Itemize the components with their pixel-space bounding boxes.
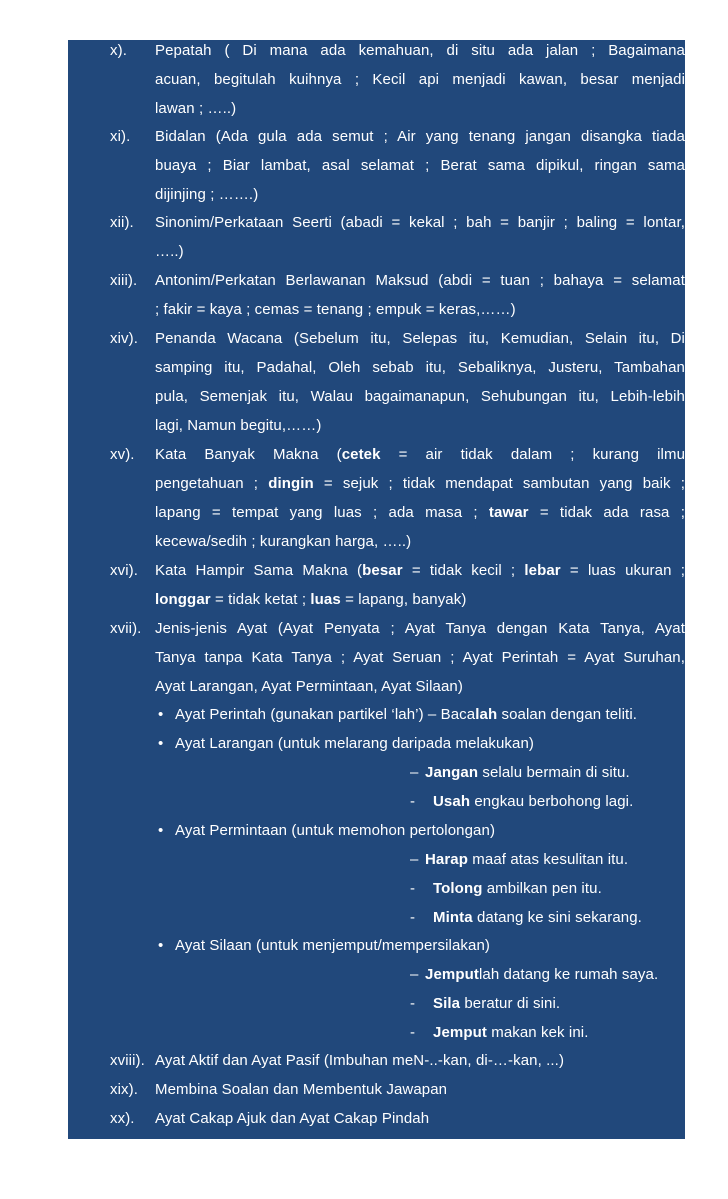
item-line: Pepatah ( Di mana ada kemahuan, di situ ada jalan ; Bagaimana (155, 42, 685, 59)
example-text: Tolong ambilkan pen itu. (433, 880, 602, 897)
example-dash: – (410, 764, 419, 781)
bullet-text: Ayat Larangan (untuk melarang daripada melakukan) (175, 735, 535, 752)
item-number: xvii). (110, 620, 142, 637)
item-line: buaya ; Biar lambat, asal selamat ; Berat sama dipikul, ringan sama (155, 157, 685, 174)
bullet-text: Ayat Permintaan (untuk memohon pertolongan) (175, 822, 496, 839)
item-line: Tanya tanpa Kata Tanya ; Ayat Seruan ; Ayat Perintah = Ayat Suruhan, (155, 649, 685, 666)
item-line: Sinonim/Perkataan Seerti (abadi = kekal ; bah = banjir ; baling = lontar, (155, 214, 685, 231)
item-line: Bidalan (Ada gula ada semut ; Air yang tenang jangan disangka tiada (155, 128, 685, 145)
example-dash: – (410, 966, 419, 983)
item-line: samping itu, Padahal, Oleh sebab itu, Sebaliknya, Justeru, Tambahan (155, 359, 685, 376)
example-text: Sila beratur di sini. (433, 995, 561, 1012)
item-line: lawan ; …..) (155, 100, 237, 117)
example-dash: - (410, 880, 416, 897)
item-number: xviii). (110, 1052, 145, 1069)
item-line: kecewa/sedih ; kurangkan harga, …..) (155, 533, 412, 550)
item-line: pengetahuan ; dingin = sejuk ; tidak mendapat sambutan yang baik ; (155, 475, 685, 492)
item-line: lapang = tempat yang luas ; ada masa ; tawar = tidak ada rasa ; (155, 504, 685, 521)
example-text: Harap maaf atas kesulitan itu. (425, 851, 629, 868)
item-line: Kata Hampir Sama Makna (besar = tidak kecil ; lebar = luas ukuran ; (155, 562, 685, 579)
item-line: dijinjing ; …….) (155, 186, 259, 203)
item-number: xiii). (110, 272, 138, 289)
item-number: x). (110, 42, 127, 59)
example-dash: - (410, 793, 416, 810)
item-number: xiv). (110, 330, 138, 347)
example-text: Jangan selalu bermain di situ. (425, 764, 630, 781)
example-text: Jemput makan kek ini. (433, 1024, 589, 1041)
example-text: Jemputlah datang ke rumah saya. (425, 966, 659, 983)
example-dash: – (410, 851, 419, 868)
bullet-text: Ayat Perintah (gunakan partikel ‘lah’) – Bacalah soalan dengan teliti. (175, 706, 638, 723)
item-line: pula, Semenjak itu, Walau bagaimanapun, Sehubungan itu, Lebih-lebih (155, 388, 685, 405)
item-line: acuan, begitulah kuihnya ; Kecil api menjadi kawan, besar menjadi (155, 71, 685, 88)
bullet-icon: • (158, 735, 164, 752)
item-line: Ayat Larangan, Ayat Permintaan, Ayat Silaan) (155, 678, 463, 695)
example-dash: - (410, 909, 416, 926)
item-number: xvi). (110, 562, 138, 579)
example-text: Usah engkau berbohong lagi. (433, 793, 634, 810)
item-number: xi). (110, 128, 131, 145)
item-line: Kata Banyak Makna (cetek = air tidak dalam ; kurang ilmu (155, 446, 685, 463)
item-number: xx). (110, 1110, 135, 1127)
example-text: Minta datang ke sini sekarang. (433, 909, 642, 926)
item-line: Ayat Cakap Ajuk dan Ayat Cakap Pindah (155, 1110, 430, 1127)
item-line: Ayat Aktif dan Ayat Pasif (Imbuhan meN-..-kan, di-…-kan, ...) (155, 1052, 565, 1069)
item-line: lagi, Namun begitu,……) (155, 417, 322, 434)
bullet-icon: • (158, 822, 164, 839)
bullet-icon: • (158, 937, 164, 954)
bullet-text: Ayat Silaan (untuk menjemput/mempersilakan) (175, 937, 491, 954)
item-number: xii). (110, 214, 134, 231)
example-dash: - (410, 995, 416, 1012)
item-line: Penanda Wacana (Sebelum itu, Selepas itu, Kemudian, Selain itu, Di (155, 330, 685, 347)
example-dash: - (410, 1024, 416, 1041)
item-line: Antonim/Perkatan Berlawanan Maksud (abdi = tuan ; bahaya = selamat (155, 272, 685, 289)
item-line: Membina Soalan dan Membentuk Jawapan (155, 1081, 448, 1098)
item-line: …..) (155, 243, 184, 260)
item-number: xix). (110, 1081, 138, 1098)
item-line: longgar = tidak ketat ; luas = lapang, banyak) (155, 591, 467, 608)
bullet-icon: • (158, 706, 164, 723)
item-line: ; fakir = kaya ; cemas = tenang ; empuk = keras,……) (155, 301, 516, 318)
item-number: xv). (110, 446, 135, 463)
item-line: Jenis-jenis Ayat (Ayat Penyata ; Ayat Tanya dengan Kata Tanya, Ayat (155, 620, 685, 637)
